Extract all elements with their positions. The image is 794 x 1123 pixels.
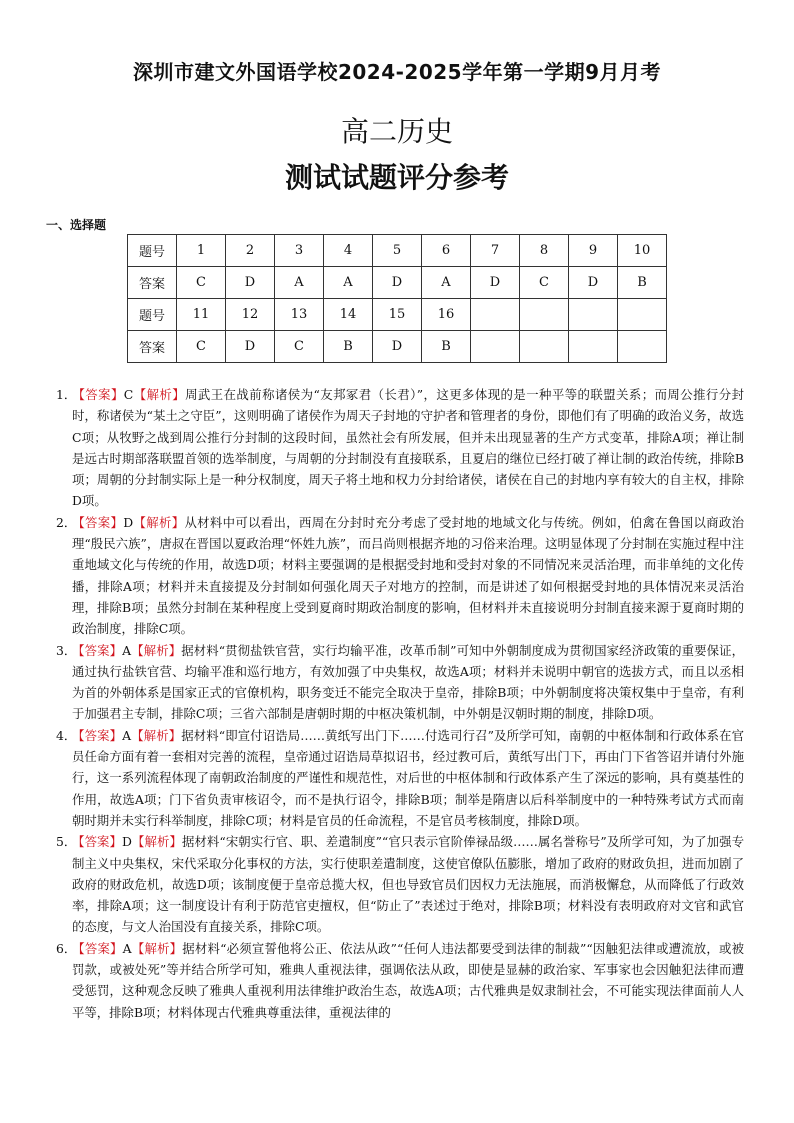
- table-cell: [471, 331, 520, 363]
- table-cell: A: [324, 267, 373, 299]
- analysis-text: 从材料中可以看出，西周在分封时充分考虑了受封地的地域文化与传统。例如，伯禽在鲁国以商政治理“殷民六族”，唐叔在晋国以夏政治理“怀姓九族”，而吕尚则根据齐地的习俗来治理。这明显体现了分封制在实施过程中注重地域文化与传统的作用，故选D项；材料主要强调的是根据受封地和受封对象的不同情况来灵活治理，而非单纯的文化传播，排除A项；材料并未直接提及分封制如何强化周天子对地方的控制，而是讲述了如何根据受封地的具体情况来灵活治理，排除B项；虽然分封制在某种程度上受到夏商时期政治制度的影响，但材料并未直接说明分封制直接来源于夏商时期的政治制度，排除C项。: [72, 514, 745, 637]
- answer-tag: 【答案】: [72, 940, 123, 956]
- analysis-text: 据材料“贯彻盐铁官营，实行均输平准，改革币制”可知中外朝制度成为贯彻国家经济政策的重要保证，通过执行盐铁官营、均输平准和巡行地方，有效加强了中央集权，故选A项；材料并未说明中朝官的选拔方式，而且以丞相为首的外朝体系是国家正式的官僚机构，职务变迁不能完全取决于皇帝，排除B项；中外朝制度将决策权集中于皇帝，有利于加强君主专制，排除C项；三省六部制是唐朝时期的中枢决策机制，中外朝是汉朝时期的制度，排除D项。: [72, 642, 745, 722]
- table-cell: [618, 299, 667, 331]
- table-cell: D: [569, 267, 618, 299]
- table-cell: 11: [177, 299, 226, 331]
- school-title: 深圳市建文外国语学校2024-2025学年第一学期9月月考: [132, 60, 662, 84]
- table-row: [128, 299, 667, 331]
- table-cell: 13: [275, 299, 324, 331]
- table-cell: D: [471, 267, 520, 299]
- answer-tag: 【答案】: [72, 387, 124, 402]
- answer-letter: C: [123, 387, 134, 402]
- analysis-text: 据材料“即宣付诏诰局……黄纸写出门下……付选司行召”及所学可知，南朝的中枢体制和行政体系在官员任命方面有着一套相对完善的流程，皇帝通过诏诰局草拟诏书，经过教可后，黄纸写出门下，再由门下省答诏并请付外施行，这一系列流程体现了南朝政治制度的严谨性和规范性，对后世的中枢体制和行政体系产生了深远的影响，具有奠基性的作用，故选A项；门下省负责审核诏令，而不是执行诏令，排除B项；制举是隋唐以后科举制度中的一种特殊考试方式而南朝时期并未实行科举制度，排除C项；材料是官员的任命流程，不是官员考核制度，排除D项。: [72, 727, 745, 828]
- analysis-tag: 【解析】: [131, 727, 182, 743]
- table-cell: 8: [520, 235, 569, 267]
- table-cell: 2: [226, 235, 275, 267]
- item-number: 2．: [56, 514, 77, 530]
- row-header-cell: 题号: [128, 299, 177, 331]
- table-row: [128, 267, 667, 299]
- item-number: 5．: [56, 834, 77, 850]
- analysis-tag: 【解析】: [131, 642, 182, 658]
- table-cell: [520, 331, 569, 363]
- analysis-text: 据材料“必须宣誓他将公正、依法从政”“任何人违法都要受到法律的制裁”“因触犯法律或遭流放，或被罚款，或被处死”等并结合所学可知，雅典人重视法律，强调依法从政，即使是显赫的政治家、军事家也会因触犯法律而遭受惩罚，这种观念反映了雅典人重视利用法律维护政治生态，故选A项；古代雅典是奴隶制社会，不可能实现法律面前人人平等，排除B项；材料体现古代雅典尊重法律，重视法律的: [72, 940, 745, 1020]
- table-cell: D: [373, 331, 422, 363]
- item-number: 1．: [56, 387, 77, 402]
- item-number: 6．: [56, 940, 77, 956]
- table-cell: 4: [324, 235, 373, 267]
- row-header-cell: 答案: [128, 331, 177, 363]
- table-cell: 3: [275, 235, 324, 267]
- table-cell: [618, 331, 667, 363]
- table-cell: 15: [373, 299, 422, 331]
- table-row: [128, 235, 667, 267]
- document-title: 测试试题评分参考: [284, 161, 509, 194]
- analysis-item: [56, 384, 744, 512]
- answer-letter: A: [122, 642, 132, 658]
- analysis-tag: 【解析】: [133, 387, 186, 402]
- table-cell: C: [177, 267, 226, 299]
- analysis-item: [56, 640, 744, 725]
- table-cell: 1: [177, 235, 226, 267]
- item-number: 3．: [56, 642, 77, 658]
- answer-letter: A: [122, 727, 132, 743]
- analysis-item: [56, 831, 744, 937]
- analysis-tag: 【解析】: [131, 940, 183, 956]
- analysis-list: [56, 384, 744, 1023]
- table-cell: [569, 299, 618, 331]
- answer-tag: 【答案】: [72, 642, 123, 658]
- answer-letter: D: [123, 514, 134, 530]
- table-cell: D: [226, 267, 275, 299]
- answer-tag: 【答案】: [72, 834, 123, 850]
- analysis-item: [56, 725, 744, 831]
- answer-letter: D: [122, 834, 132, 850]
- analysis-item: [56, 938, 744, 1023]
- answer-table: [127, 234, 667, 363]
- analysis-tag: 【解析】: [131, 834, 182, 850]
- table-cell: 12: [226, 299, 275, 331]
- table-cell: C: [520, 267, 569, 299]
- answer-letter: A: [122, 940, 132, 956]
- table-cell: [471, 299, 520, 331]
- subject-title: 高二历史: [340, 115, 453, 148]
- analysis-text: 周武王在战前称诸侯为“友邦冢君（长君）”，这更多体现的是一种平等的联盟关系；而周公推行分封时，称诸侯为“某土之守臣”，这则明确了诸侯作为周天子封地的守护者和管理者的身份，即他们有了明确的政治义务，故选C项；从牧野之战到周公推行分封制的这段时间，虽然社会有所发展，但并未出现显著的生产方式变革，排除A项；禅让制是远古时期部落联盟首领的选举制度，与周朝的分封制没有直接联系，且夏启的继位已经打破了禅让制的政治传统，排除B项；周朝的分封制实际上是一种分权制度，周天子将土地和权力分封给诸侯，诸侯在自己的封地内享有较大的自主权，排除D项。: [72, 387, 745, 509]
- table-cell: [569, 331, 618, 363]
- table-cell: D: [226, 331, 275, 363]
- row-header-cell: 题号: [128, 235, 177, 267]
- table-cell: B: [324, 331, 373, 363]
- table-cell: [520, 299, 569, 331]
- table-cell: 9: [569, 235, 618, 267]
- table-cell: A: [275, 267, 324, 299]
- analysis-text: 据材料“宋朝实行官、职、差遣制度”“官只表示官阶俸禄品级……属名誉称号”及所学可知，为了加强专制主义中央集权，宋代采取分化事权的方法，实行使职差遣制度，这使官僚队伍膨胀，增加了政府的财政负担，进而加剧了政府的财政危机，故选D项；该制度便于皇帝总揽大权，但也导致官员们因权力无法施展，而消极懈怠，从而降低了行政效率，排除A项；这一制度设计有利于防范官吏擅权，但“防止了”表述过于绝对，排除B项；材料没有表明政府对文官和武官的态度，与文人治国没有直接关系，排除C项。: [72, 834, 745, 935]
- analysis-tag: 【解析】: [133, 514, 185, 530]
- analysis-item: [56, 512, 744, 640]
- table-cell: C: [177, 331, 226, 363]
- table-cell: 5: [373, 235, 422, 267]
- table-cell: D: [373, 267, 422, 299]
- table-cell: 14: [324, 299, 373, 331]
- answer-tag: 【答案】: [72, 514, 124, 530]
- table-cell: 16: [422, 299, 471, 331]
- table-cell: B: [618, 267, 667, 299]
- table-row: [128, 331, 667, 363]
- item-number: 4．: [56, 727, 77, 743]
- table-cell: 10: [618, 235, 667, 267]
- row-header-cell: 答案: [128, 267, 177, 299]
- table-cell: A: [422, 267, 471, 299]
- section-heading: 一、选择题: [46, 218, 107, 232]
- answer-tag: 【答案】: [72, 727, 123, 743]
- table-cell: B: [422, 331, 471, 363]
- table-cell: 6: [422, 235, 471, 267]
- table-cell: C: [275, 331, 324, 363]
- table-cell: 7: [471, 235, 520, 267]
